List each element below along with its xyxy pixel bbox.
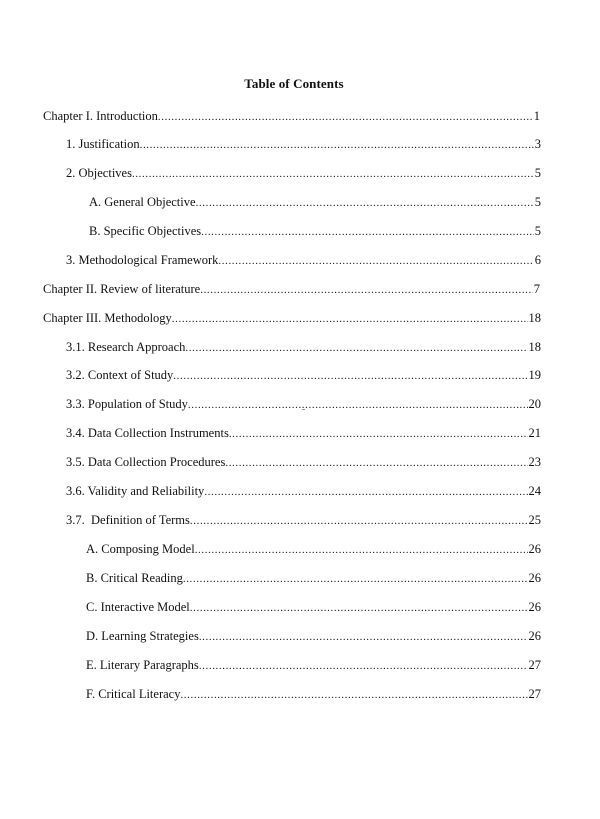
- dot-leader: [185, 340, 527, 356]
- dot-leader: [183, 571, 528, 587]
- toc-entry-methodological-framework: [66, 252, 541, 269]
- dot-leader: [140, 137, 534, 153]
- toc-entry-label: A. General Objective: [89, 195, 196, 209]
- toc-entry-learning-strategies: [86, 628, 541, 645]
- toc-page-number: 3: [534, 137, 541, 151]
- toc-page-number: 26: [528, 600, 541, 614]
- toc-entry-label: D. Learning Strategies: [86, 629, 199, 643]
- toc-entry-justification: [66, 136, 541, 153]
- toc-entry-label: B. Critical Reading: [86, 571, 183, 585]
- toc-entry-label: Chapter I. Introduction: [43, 109, 158, 123]
- toc-entry-label: 3.2. Context of Study: [66, 368, 174, 382]
- toc-entry-critical-reading: [86, 570, 541, 587]
- scan-speck: [302, 409, 305, 410]
- toc-entry-general-objective: [89, 194, 541, 211]
- toc-page-number: 26: [528, 571, 541, 585]
- dot-leader: [180, 687, 527, 703]
- toc-entry-interactive-model: [86, 599, 541, 616]
- dot-leader: [190, 600, 528, 616]
- toc-entry-critical-literacy: [86, 686, 541, 703]
- dot-leader: [132, 166, 534, 182]
- toc-page-number: 18: [528, 340, 541, 354]
- toc-page-number: 5: [534, 195, 541, 209]
- toc-entry-data-collection-instruments: [66, 425, 541, 442]
- toc-entry-label: Chapter III. Methodology: [43, 311, 172, 325]
- toc-entry-label: 3.1. Research Approach: [66, 340, 186, 354]
- toc-entry-label: Chapter II. Review of literature: [43, 282, 201, 296]
- toc-page-number: 27: [528, 658, 541, 672]
- toc-page-number: 23: [528, 455, 541, 469]
- dot-leader: [196, 195, 534, 211]
- toc-entry-label: 2. Objectives: [66, 166, 132, 180]
- toc-page-number: 26: [528, 629, 541, 643]
- toc-page-number: 18: [528, 311, 541, 325]
- toc-entry-literary-paragraphs: [86, 657, 541, 674]
- toc-entry-label: 3.7. Definition of Terms: [66, 513, 190, 527]
- toc-entry-label: 3.3. Population of Study: [66, 397, 188, 411]
- toc-page-number: 21: [528, 426, 541, 440]
- dot-leader: [229, 426, 528, 442]
- toc-entry-label: B. Specific Objectives: [89, 224, 202, 238]
- dot-leader: [190, 513, 528, 529]
- dot-leader: [158, 109, 533, 125]
- toc-page-number: 19: [528, 368, 541, 382]
- toc-entry-label: E. Literary Paragraphs: [86, 658, 199, 672]
- toc-page-number: 6: [534, 253, 541, 267]
- toc-entry-label: 1. Justification: [66, 137, 140, 151]
- dot-leader: [218, 253, 533, 269]
- dot-leader: [195, 542, 528, 558]
- toc-entry-validity-reliability: [66, 483, 541, 500]
- toc-entry-population-of-study: [66, 396, 541, 413]
- toc-entry-chapter-3: [43, 310, 541, 327]
- toc-entry-label: C. Interactive Model: [86, 600, 190, 614]
- dot-leader: [225, 455, 527, 471]
- toc-entry-context-of-study: [66, 367, 541, 384]
- toc-page-number: 5: [534, 224, 541, 238]
- toc-entry-data-collection-procedures: [66, 454, 541, 471]
- dot-leader: [199, 629, 528, 645]
- toc-entry-definition-of-terms: [66, 512, 541, 529]
- toc-page-number: 25: [528, 513, 541, 527]
- toc-entry-research-approach: [66, 339, 541, 356]
- dot-leader: [188, 397, 528, 413]
- toc-entry-label: F. Critical Literacy: [86, 687, 181, 701]
- dot-leader: [199, 658, 528, 674]
- toc-entry-label: 3.5. Data Collection Procedures: [66, 455, 226, 469]
- toc-page-number: 1: [533, 109, 540, 123]
- toc-page-number: 5: [534, 166, 541, 180]
- page-title: Table of Contents: [244, 76, 344, 91]
- toc-entry-label: 3.6. Validity and Reliability: [66, 484, 205, 498]
- toc-page-number: 7: [533, 282, 540, 296]
- toc-entry-label: 3. Methodological Framework: [66, 253, 219, 267]
- toc-entry-label: A. Composing Model: [86, 542, 195, 556]
- toc-page-number: 26: [528, 542, 541, 556]
- toc-entry-label: 3.4. Data Collection Instruments: [66, 426, 229, 440]
- toc-page-number: 20: [528, 397, 541, 411]
- dot-leader: [172, 311, 528, 327]
- toc-entry-specific-objectives: [89, 223, 541, 240]
- toc-entry-chapter-1: [43, 108, 540, 125]
- dot-leader: [201, 224, 534, 240]
- dot-leader: [204, 484, 527, 500]
- toc-entry-chapter-2: [43, 281, 540, 298]
- dot-leader: [200, 282, 533, 298]
- dot-leader: [173, 368, 527, 384]
- toc-entry-composing-model: [86, 541, 541, 558]
- toc-page-number: 27: [528, 687, 541, 701]
- toc-page-number: 24: [528, 484, 541, 498]
- toc-entry-objectives: [66, 165, 541, 182]
